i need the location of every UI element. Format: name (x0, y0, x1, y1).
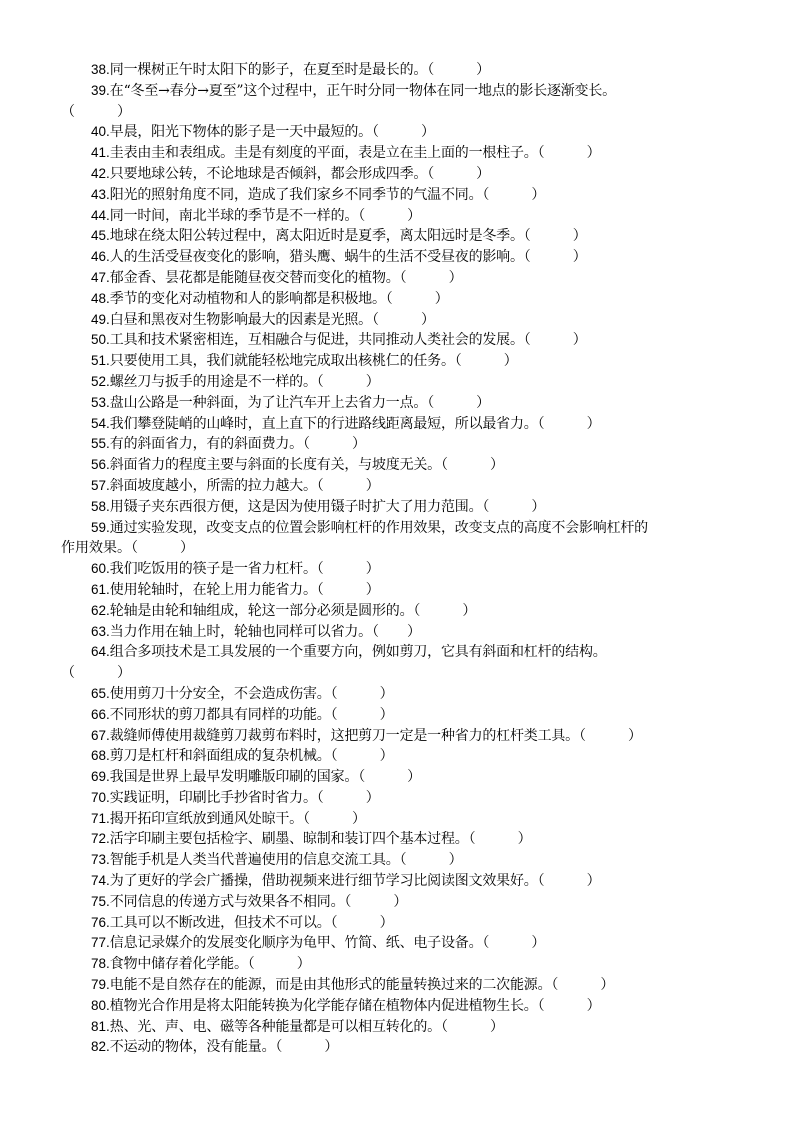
question-item (0, 1037, 794, 1058)
question-text: 智能手机是人类当代普遍使用的信息交流工具。 (109, 852, 400, 869)
answer-blank: （ ） (316, 581, 380, 598)
question-number: 79. (91, 977, 110, 993)
question-text: 郁金香、昙花都是能随昼夜交替而变化的植物。 (109, 269, 400, 286)
question-item (0, 330, 794, 351)
question-number: 77. (91, 935, 110, 951)
question-number: 50. (91, 332, 110, 348)
question-item (0, 767, 794, 788)
question-item (0, 913, 794, 934)
question-item (0, 185, 794, 206)
question-item (0, 122, 794, 143)
question-number: 76. (91, 914, 110, 930)
question-number: 56. (91, 457, 110, 473)
question-number: 47. (91, 269, 110, 285)
answer-blank: （ ） (316, 561, 380, 578)
question-number: 49. (91, 311, 110, 327)
question-number: 57. (91, 477, 110, 493)
question-number: 40. (91, 124, 110, 140)
answer-blank: （ ） (523, 228, 587, 245)
answer-blank: （ ） (385, 290, 449, 307)
question-text: 斜面省力的程度主要与斜面的长度有关，与坡度无关。 (109, 457, 441, 474)
answer-blank: （ ） (399, 852, 463, 869)
question-text: 我们攀登陡峭的山峰时，直上直下的行进路线距离最短，所以最省力。 (109, 415, 538, 432)
question-item (0, 164, 794, 185)
question-item (0, 726, 794, 747)
question-number: 39. (91, 82, 110, 98)
question-item (0, 206, 794, 227)
question-text: 不同形状的剪刀都具有同样的功能。 (109, 706, 331, 723)
question-text: 剪刀是杠杆和斜面组成的复杂机械。 (109, 748, 331, 765)
question-item (0, 1017, 794, 1038)
question-number: 75. (91, 893, 110, 909)
question-text: 使用轮轴时，在轮上用力能省力。 (109, 581, 317, 598)
question-item (0, 622, 794, 643)
question-number: 69. (91, 769, 110, 785)
question-number: 62. (91, 602, 110, 618)
question-text: 电能不是自然存在的能源，而是由其他形式的能量转换过来的二次能源。 (109, 977, 552, 994)
question-text: 阳光的照射角度不同，造成了我们家乡不同季节的气温不同。 (109, 186, 483, 203)
question-number: 72. (91, 831, 110, 847)
question-number: 81. (91, 1018, 110, 1034)
question-item (0, 434, 794, 455)
question-item (0, 143, 794, 164)
question-item (0, 871, 794, 892)
question-text: 盘山公路是一种斜面，为了让汽车开上去省力一点。 (109, 394, 428, 411)
question-text: 螺丝刀与扳手的用途是不一样的。 (109, 373, 317, 390)
question-text: 圭表由圭和表组成。圭是有刻度的平面，表是立在圭上面的一根柱子。 (109, 145, 538, 162)
question-text: 当力作用在轴上时，轮轴也同样可以省力。 (109, 623, 372, 640)
question-item (0, 809, 794, 830)
question-number: 71. (91, 810, 110, 826)
question-text: 有的斜面省力，有的斜面费力。 (109, 436, 303, 453)
answer-blank: （ ） (537, 145, 601, 162)
question-item (0, 414, 794, 435)
question-text: 不同信息的传递方式与效果各不相同。 (109, 893, 345, 910)
question-text: 同一时间，南北半球的季节是不一样的。 (109, 207, 359, 224)
answer-blank: （ ） (482, 186, 546, 203)
question-list (0, 60, 794, 1058)
answer-blank: （ ） (482, 935, 546, 952)
answer-blank: （ ） (316, 373, 380, 390)
question-text: 揭开拓印宣纸放到通风处晾干。 (109, 810, 303, 827)
answer-blank: （ ） (275, 1039, 339, 1056)
question-text: 裁缝师傅使用裁缝剪刀裁剪布料时，这把剪刀一定是一种省力的杠杆类工具。 (109, 727, 579, 744)
answer-blank: （ ） (440, 1018, 504, 1035)
question-item (0, 455, 794, 476)
question-item (0, 933, 794, 954)
question-number: 54. (91, 415, 110, 431)
question-text: 通过实验发现，改变支点的位置会影响杠杆的作用效果，改变支点的高度不会影响杠杆的 (109, 519, 648, 536)
question-number: 63. (91, 623, 110, 639)
answer-blank: （ ） (330, 706, 394, 723)
answer-blank: （ ） (247, 956, 311, 973)
question-text: 实践证明，印刷比手抄省时省力。 (109, 789, 317, 806)
question-item (0, 268, 794, 289)
question-number: 66. (91, 706, 110, 722)
question-text: 信息记录媒介的发展变化顺序为龟甲、竹简、纸、电子设备。 (109, 935, 483, 952)
answer-blank: （ ） (427, 165, 491, 182)
question-item (0, 642, 794, 684)
question-text: 在“冬至→春分→夏至”这个过程中，正午时分同一物体在同一地点的影长逐渐变长。 (109, 82, 616, 99)
question-number: 38. (91, 62, 110, 77)
question-item (0, 788, 794, 809)
question-number: 67. (91, 727, 110, 743)
question-text: 斜面坡度越小，所需的拉力越大。 (109, 477, 317, 494)
question-text: 植物光合作用是将太阳能转换为化学能存储在植物体内促进植物生长。 (109, 997, 538, 1014)
question-item (0, 372, 794, 393)
question-item (0, 975, 794, 996)
answer-blank: （ ） (440, 457, 504, 474)
question-text: 地球在绕太阳公转过程中，离太阳近时是夏季，离太阳远时是冬季。 (109, 228, 524, 245)
answer-blank: （ ） (330, 914, 394, 931)
answer-blank: （ ） (316, 477, 380, 494)
question-continuation: （ ） (61, 103, 131, 120)
question-number: 60. (91, 561, 110, 577)
question-item (0, 850, 794, 871)
question-text: 轮轴是由轮和轴组成，轮这一部分必须是圆形的。 (109, 602, 414, 619)
question-text: 同一棵树正午时太阳下的影子，在夏至时是最长的。 (109, 62, 428, 78)
question-number: 46. (91, 249, 110, 265)
question-text: 为了更好的学会广播操，借助视频来进行细节学习比阅读图文效果好。 (109, 873, 538, 890)
answer-blank: （ ） (316, 789, 380, 806)
question-item (0, 684, 794, 705)
question-text: 我国是世界上最早发明雕版印刷的国家。 (109, 769, 359, 786)
question-number: 51. (91, 353, 110, 369)
question-number: 44. (91, 207, 110, 223)
question-text: 我们吃饭用的筷子是一省力杠杆。 (109, 561, 317, 578)
question-number: 52. (91, 373, 110, 389)
question-number: 58. (91, 498, 110, 514)
answer-blank: （ ） (523, 332, 587, 349)
question-text: 白昼和黑夜对生物影响最大的因素是光照。 (109, 311, 372, 328)
question-item (0, 559, 794, 580)
question-number: 53. (91, 394, 110, 410)
question-text: 早晨，阳光下物体的影子是一天中最短的。 (109, 124, 372, 141)
question-continuation: （ ） (61, 665, 131, 682)
question-text: 食物中储存着化学能。 (109, 956, 248, 973)
answer-blank: （ ） (358, 207, 422, 224)
question-number: 65. (91, 685, 110, 701)
answer-blank: （ ） (399, 269, 463, 286)
question-item (0, 310, 794, 331)
question-item (0, 476, 794, 497)
question-item (0, 289, 794, 310)
question-number: 78. (91, 956, 110, 972)
answer-blank: （ ） (537, 415, 601, 432)
answer-blank: （ ） (551, 977, 615, 994)
answer-blank: （ ） (482, 498, 546, 515)
question-item (0, 497, 794, 518)
question-text: 使用剪刀十分安全，不会造成伤害。 (109, 685, 331, 702)
question-item (0, 892, 794, 913)
answer-blank: （ ） (371, 623, 421, 640)
answer-blank: （ ） (330, 748, 394, 765)
question-continuation: 作用效果。（ ） (61, 540, 194, 557)
question-item (0, 996, 794, 1017)
answer-blank: （ ） (537, 873, 601, 890)
answer-blank: （ ） (523, 249, 587, 266)
question-item (0, 81, 794, 123)
question-number: 48. (91, 290, 110, 306)
question-number: 73. (91, 852, 110, 868)
answer-blank: （ ） (578, 727, 642, 744)
question-number: 55. (91, 436, 110, 452)
answer-blank: （ ） (537, 997, 601, 1014)
question-number: 70. (91, 789, 110, 805)
answer-blank: （ ） (413, 602, 477, 619)
question-text: 人的生活受昼夜变化的影响，猎头鹰、蜗牛的生活不受昼夜的影响。 (109, 249, 524, 266)
answer-blank: （ ） (427, 394, 491, 411)
question-text: 组合多项技术是工具发展的一个重要方向，例如剪刀，它具有斜面和杠杆的结构。 (109, 644, 607, 661)
answer-blank: （ ） (330, 685, 394, 702)
question-text: 用镊子夹东西很方便，这是因为使用镊子时扩大了用力范围。 (109, 498, 483, 515)
answer-blank: （ ） (302, 436, 366, 453)
question-item (0, 580, 794, 601)
question-number: 41. (91, 145, 110, 161)
answer-blank: （ ） (371, 311, 435, 328)
question-item (0, 393, 794, 414)
question-number: 80. (91, 997, 110, 1013)
question-number: 82. (91, 1039, 110, 1055)
answer-blank: （ ） (358, 769, 422, 786)
answer-blank: （ ） (344, 893, 408, 910)
question-text: 热、光、声、电、磁等各种能量都是可以相互转化的。 (109, 1018, 441, 1035)
question-text: 工具和技术紧密相连，互相融合与促进，共同推动人类社会的发展。 (109, 332, 524, 349)
question-item (0, 226, 794, 247)
question-item (0, 60, 794, 81)
question-number: 68. (91, 748, 110, 764)
question-text: 工具可以不断改进，但技术不可以。 (109, 914, 331, 931)
question-item (0, 705, 794, 726)
answer-blank: （ ） (427, 62, 491, 78)
question-item (0, 351, 794, 372)
question-item (0, 518, 794, 560)
question-text: 不运动的物体，没有能量。 (109, 1039, 276, 1056)
question-number: 43. (91, 186, 110, 202)
question-text: 只要使用工具，我们就能轻松地完成取出核桃仁的任务。 (109, 353, 455, 370)
answer-blank: （ ） (468, 831, 532, 848)
question-number: 42. (91, 165, 110, 181)
question-item (0, 954, 794, 975)
answer-blank: （ ） (302, 810, 366, 827)
question-number: 74. (91, 873, 110, 889)
question-item (0, 601, 794, 622)
question-text: 季节的变化对动植物和人的影响都是积极地。 (109, 290, 386, 307)
question-number: 64. (91, 644, 110, 660)
question-item (0, 746, 794, 767)
question-text: 活字印刷主要包括检字、刷墨、晾制和装订四个基本过程。 (109, 831, 469, 848)
question-number: 59. (91, 519, 110, 535)
answer-blank: （ ） (371, 124, 435, 141)
answer-blank: （ ） (454, 353, 518, 370)
question-number: 61. (91, 581, 110, 597)
question-item (0, 247, 794, 268)
question-text: 只要地球公转，不论地球是否倾斜，都会形成四季。 (109, 165, 428, 182)
question-item (0, 829, 794, 850)
question-number: 45. (91, 228, 110, 244)
